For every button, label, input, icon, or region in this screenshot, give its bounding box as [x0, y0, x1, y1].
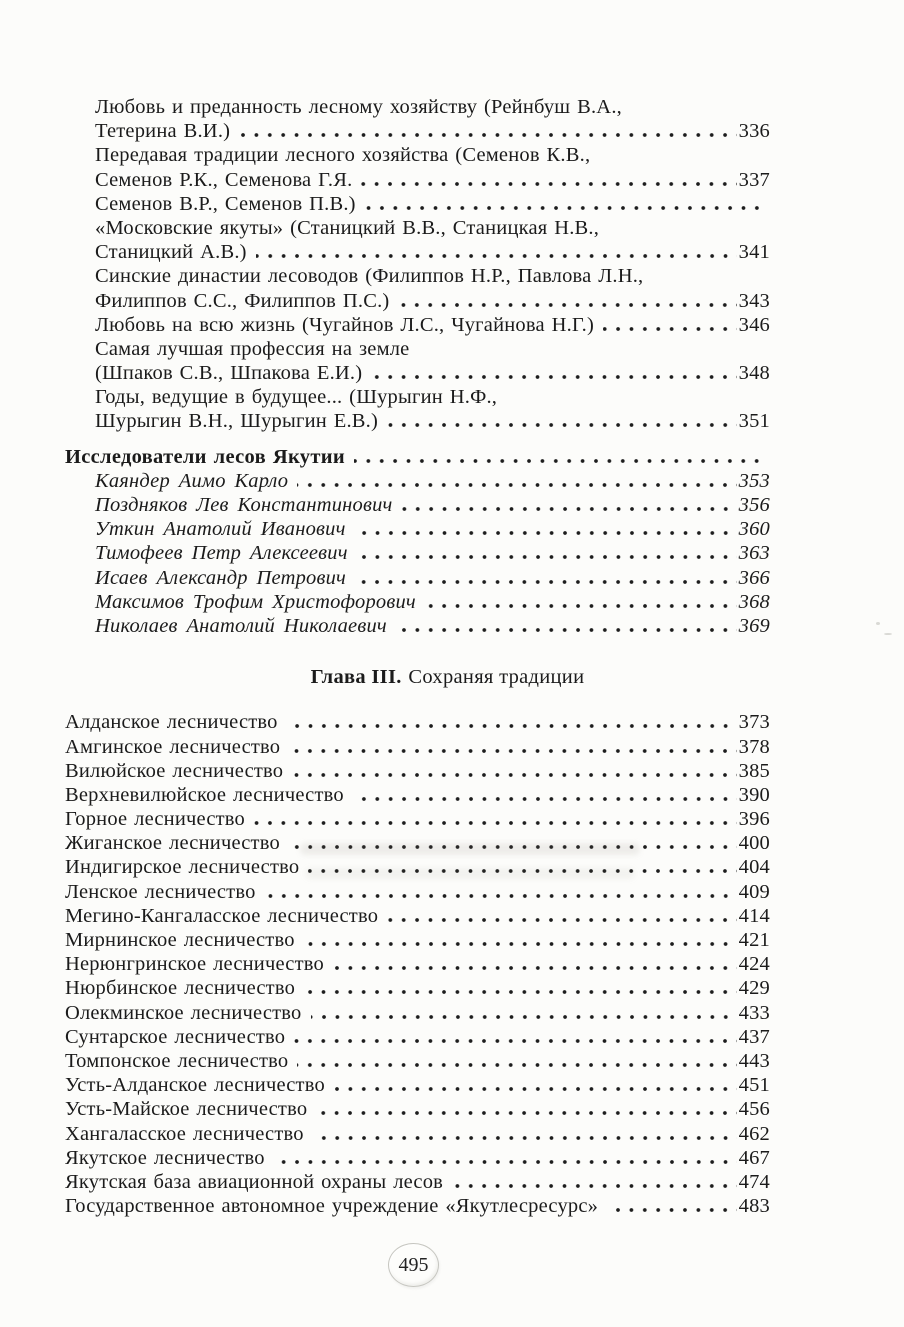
chapter-heading [95, 665, 800, 689]
dot-leader [239, 133, 736, 137]
toc-entry [65, 614, 770, 638]
toc-entry [65, 469, 770, 493]
toc-entry-page-number: 385 [738, 759, 770, 782]
toc-entry-page-number: 467 [738, 1146, 770, 1169]
dot-leader [313, 1136, 737, 1140]
toc-entry-page-number: 348 [738, 362, 770, 385]
dot-leader [334, 1087, 737, 1091]
toc-entry [65, 928, 770, 952]
dot-leader [371, 375, 736, 379]
toc-entry-label: Жиганское лесничество [65, 832, 280, 855]
toc-entry [65, 1049, 770, 1073]
toc-entry [65, 566, 770, 590]
dot-leader [607, 1208, 737, 1212]
dot-leader [357, 555, 737, 559]
toc-entry [65, 1001, 770, 1025]
toc-entry-label: Передавая традиции лесного хозяйства (Семенов К.В., [95, 144, 591, 167]
toc-entry-label: Любовь на всю жизнь (Чугайнов Л.С., Чугайнова Н.Г.) [95, 313, 595, 336]
dot-leader [387, 918, 736, 922]
scan-speck [884, 633, 892, 635]
toc-entry-label: Якутская база авиационной охраны лесов [65, 1170, 444, 1193]
dot-leader [355, 531, 737, 535]
toc-entry [65, 264, 770, 288]
memoir-entries-list [65, 95, 770, 434]
toc-entry-label: (Шпаков С.В., Шпакова Е.И.) [95, 362, 363, 385]
toc-entry-page-number: 363 [738, 542, 770, 565]
dot-leader [333, 966, 737, 970]
toc-entry-label: Николаев Анатолий Николаевич [95, 614, 387, 637]
toc-entry [65, 1170, 770, 1194]
toc-entry-page-number: 337 [738, 168, 770, 191]
page-number-text: 495 [398, 1253, 429, 1276]
toc-entry-page-number: 341 [738, 241, 770, 264]
toc-entry [65, 807, 770, 831]
toc-entry-page-number: 429 [738, 977, 770, 1000]
toc-entry [65, 337, 770, 361]
toc-entry-label: Усть-Майское лесничество [65, 1098, 308, 1121]
scan-speck [876, 622, 880, 625]
toc-entry [65, 590, 770, 614]
toc-entry-page-number: 378 [738, 735, 770, 758]
dot-leader [396, 628, 737, 632]
toc-entry-label: Шурыгин В.Н., Шурыгин Е.В.) [95, 410, 379, 433]
toc-entry-label: Самая лучшая профессия на земле [95, 337, 410, 360]
toc-entry [65, 493, 770, 517]
toc-entry [65, 409, 770, 433]
dot-leader [304, 990, 737, 994]
toc-entry-label: Якутское лесничество [65, 1146, 265, 1169]
toc-entry [65, 541, 770, 565]
dot-leader [308, 869, 736, 873]
toc-entry-page-number: 366 [738, 566, 770, 589]
toc-entry [65, 735, 770, 759]
toc-entry [65, 361, 770, 385]
toc-entry [65, 1194, 770, 1218]
dot-leader [292, 773, 736, 777]
toc-entry [65, 240, 770, 264]
toc-entry-label: Ленское лесничество [65, 880, 256, 903]
toc-entry-page-number: 356 [738, 494, 770, 516]
toc-entry-label: Каяндер Аимо Карло [95, 469, 289, 492]
dot-leader [274, 1160, 737, 1164]
toc-entry-label: Горное лесничество [65, 808, 245, 831]
toc-entry-label: Сунтарское лесничество [65, 1025, 286, 1048]
section-header-label: Исследователи лесов Якутии [65, 445, 345, 468]
toc-entry-label: Хангаласское лесничество [65, 1122, 304, 1145]
toc-entry [65, 1073, 770, 1097]
toc-entry-page-number: 451 [738, 1074, 770, 1097]
toc-entry-page-number: 343 [738, 289, 770, 312]
toc-entry [65, 976, 770, 1000]
toc-entry-page-number: 390 [738, 783, 770, 806]
dot-leader [289, 845, 737, 849]
toc-content [65, 95, 770, 1218]
dot-leader [297, 483, 736, 487]
dot-leader [354, 459, 768, 463]
toc-entry [65, 168, 770, 192]
dot-leader [387, 423, 737, 427]
toc-entry-label: Уткин Анатолий Иванович [95, 518, 346, 541]
toc-entry [65, 759, 770, 783]
toc-entry-page-number: 483 [738, 1195, 770, 1218]
toc-entry-label: Семенов Р.К., Семенова Г.Я. [95, 168, 353, 191]
toc-entry [65, 192, 770, 216]
toc-entry [65, 783, 770, 807]
dot-leader [361, 182, 736, 186]
dot-leader [297, 1063, 736, 1067]
toc-entry-label: Синские династии лесоводов (Филиппов Н.Р., Павлова Л.Н., [95, 265, 644, 288]
toc-entry-label: «Московские якуты» (Станицкий В.В., Станицкая Н.В., [95, 216, 600, 239]
toc-entry-page-number: 396 [738, 808, 770, 831]
toc-entry-page-number: 373 [738, 711, 770, 734]
chapter-heading-title: Сохраняя традиции [408, 666, 585, 689]
toc-entry-label: Олекминское лесничество [65, 1001, 302, 1024]
toc-entry-label: Мирнинское лесничество [65, 929, 295, 952]
dot-leader [353, 797, 737, 801]
toc-entry-label: Мегино-Кангаласское лесничество [65, 904, 379, 927]
toc-entry-label: Станицкий А.В.) [95, 241, 247, 264]
toc-entry-page-number: 433 [738, 1001, 770, 1024]
dot-leader [294, 1039, 736, 1043]
toc-entry-label: Годы, ведущие в будущее... (Шурыгин Н.Ф., [95, 386, 498, 409]
toc-entry-label: Тетерина В.И.) [95, 120, 231, 143]
toc-entry-page-number: 353 [738, 469, 770, 492]
dot-leader [402, 507, 737, 511]
toc-entry [65, 831, 770, 855]
toc-entry [65, 1025, 770, 1049]
section-header-researchers [65, 445, 770, 469]
toc-entry-label: Государственное автономное учреждение «Якутлесресурс» [65, 1195, 599, 1218]
toc-entry-page-number: 346 [738, 313, 770, 336]
toc-entry-page-number: 437 [738, 1025, 770, 1048]
dot-leader [256, 254, 737, 258]
toc-entry [65, 216, 770, 240]
toc-entry-page-number: 404 [738, 856, 770, 879]
dot-leader [287, 724, 737, 728]
toc-entry-label: Любовь и преданность лесному хозяйству (Рейнбуш В.А., [95, 96, 622, 118]
toc-entry-label: Верхневилюйское лесничество [65, 783, 344, 806]
toc-entry-page-number: 462 [738, 1122, 770, 1145]
page-number-badge [388, 1243, 439, 1287]
toc-entry-label: Нерюнгринское лесничество [65, 953, 324, 976]
dot-leader [398, 303, 736, 307]
toc-entry-page-number: 424 [738, 953, 770, 976]
toc-entry-label: Филиппов С.С., Филиппов П.С.) [95, 289, 390, 312]
toc-entry [65, 904, 770, 928]
toc-entry-label: Семенов В.Р., Семенов П.В.) [95, 192, 356, 215]
toc-entry [65, 880, 770, 904]
toc-entry-label: Максимов Трофим Христофорович [95, 590, 416, 613]
toc-entry-page-number: 351 [738, 410, 770, 433]
dot-leader [254, 821, 737, 825]
toc-entry [65, 710, 770, 734]
toc-entry-page-number: 474 [738, 1170, 770, 1193]
toc-entry-page-number: 360 [738, 518, 770, 541]
toc-entry-label: Нюрбинское лесничество [65, 977, 296, 1000]
toc-entry-label: Поздняков Лев Константинович [95, 494, 393, 516]
toc-entry-page-number: 443 [738, 1049, 770, 1072]
toc-entry [65, 855, 770, 879]
dot-leader [316, 1111, 736, 1115]
toc-entry-label: Исаев Александр Петрович [95, 566, 347, 589]
toc-entry [65, 952, 770, 976]
toc-entry-page-number: 409 [738, 880, 770, 903]
toc-entry-label: Алданское лесничество [65, 711, 278, 734]
toc-entry-page-number: 456 [738, 1098, 770, 1121]
dot-leader [304, 942, 737, 946]
researchers-list [65, 469, 770, 638]
toc-entry [65, 143, 770, 167]
toc-entry [65, 517, 770, 541]
dot-leader [311, 1015, 737, 1019]
toc-entry-label: Амгинское лесничество [65, 735, 281, 758]
toc-entry-page-number: 336 [738, 120, 770, 143]
toc-entry-label: Тимофеев Петр Алексеевич [95, 542, 348, 565]
toc-entry [65, 119, 770, 143]
toc-entry-label: Индигирское лесничество [65, 856, 300, 879]
dot-leader [452, 1184, 737, 1188]
dot-leader [265, 894, 737, 898]
toc-entry [65, 95, 770, 119]
dot-leader [425, 604, 737, 608]
dot-leader [289, 749, 736, 753]
toc-entry [65, 313, 770, 337]
toc-entry-label: Усть-Алданское лесничество [65, 1074, 325, 1097]
toc-entry-page-number: 368 [738, 590, 770, 613]
toc-entry-page-number: 400 [738, 832, 770, 855]
chapter-heading-number: Глава III. [310, 666, 402, 689]
dot-leader [365, 206, 768, 210]
toc-entry-label: Томпонское лесничество [65, 1049, 289, 1072]
toc-entry [65, 385, 770, 409]
toc-entry [65, 289, 770, 313]
toc-entry [65, 1097, 770, 1121]
toc-entry [65, 1122, 770, 1146]
chapter3-entries-list [65, 710, 770, 1218]
toc-entry-label: Вилюйское лесничество [65, 759, 284, 782]
toc-entry [65, 1146, 770, 1170]
dot-leader [355, 580, 737, 584]
toc-entry-page-number: 369 [738, 614, 770, 637]
dot-leader [603, 327, 737, 331]
toc-entry-page-number: 414 [738, 904, 770, 927]
toc-entry-page-number: 421 [738, 929, 770, 952]
